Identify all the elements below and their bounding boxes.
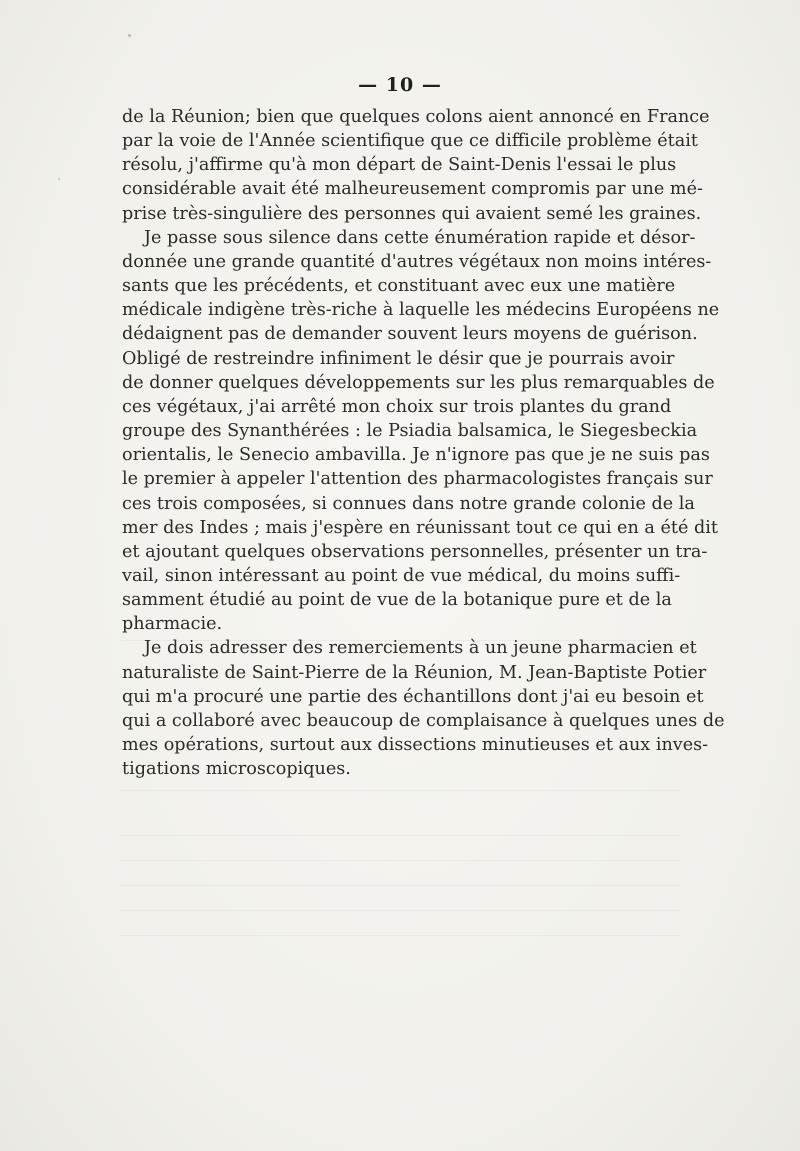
text-line: donnée une grande quantité d'autres végétaux non moins intéres- <box>122 251 712 272</box>
show-through-line <box>120 860 680 861</box>
show-through-line <box>120 910 680 911</box>
show-through-line <box>120 935 680 936</box>
text-line: considérable avait été malheureusement compromis par une mé- <box>122 179 703 200</box>
show-through-line <box>120 835 680 836</box>
show-through-line <box>120 885 680 886</box>
paragraph <box>122 636 725 781</box>
text-line: par la voie de l'Année scientifique que ce difficile problème était <box>122 131 698 152</box>
text-line: Je passe sous silence dans cette énumération rapide et désor- <box>144 227 696 248</box>
text-line: prise très-singulière des personnes qui avaient semé les graines. <box>122 203 702 224</box>
text-line: mer des Indes ; mais j'espère en réunissant tout ce qui en a été dit <box>122 517 718 538</box>
text-line: résolu, j'affirme qu'à mon départ de Saint-Denis l'essai le plus <box>122 155 677 176</box>
paper-speck <box>58 178 60 180</box>
text-line: dédaignent pas de demander souvent leurs moyens de guérison. <box>122 324 698 345</box>
text-line: groupe des Synanthérées : le Psiadia balsamica, le Siegesbeckia <box>122 421 698 442</box>
text-line: vail, sinon intéressant au point de vue médical, du moins suffi- <box>122 565 681 586</box>
paper-speck <box>128 34 131 37</box>
text-line: Je dois adresser des remerciements à un jeune pharmacien et <box>144 638 697 659</box>
show-through-line <box>120 790 680 791</box>
text-line: ces végétaux, j'ai arrêté mon choix sur trois plantes du grand <box>122 396 672 417</box>
text-line: mes opérations, surtout aux dissections minutieuses et aux inves- <box>122 735 709 756</box>
text-line: sants que les précédents, et constituant avec eux une matière <box>122 276 676 297</box>
paragraph <box>122 226 720 637</box>
body-text <box>122 105 725 781</box>
page-number: — 10 — <box>358 74 442 96</box>
text-line: pharmacie. <box>122 614 223 635</box>
text-line: médicale indigène très-riche à laquelle les médecins Européens ne <box>122 300 720 321</box>
text-line: qui a collaboré avec beaucoup de complaisance à quelques unes de <box>122 710 725 731</box>
paragraph <box>122 105 710 226</box>
text-line: de la Réunion; bien que quelques colons aient annoncé en France <box>122 107 710 127</box>
text-line: qui m'a procuré une partie des échantillons dont j'ai eu besoin et <box>122 686 704 707</box>
text-line: ces trois composées, si connues dans notre grande colonie de la <box>122 493 695 514</box>
text-line: naturaliste de Saint-Pierre de la Réunion, M. Jean-Baptiste Potier <box>122 662 707 683</box>
text-line: le premier à appeler l'attention des pharmacologistes français sur <box>122 469 713 490</box>
text-line: et ajoutant quelques observations personnelles, présenter un tra- <box>122 541 708 562</box>
text-line: tigations microscopiques. <box>122 759 351 780</box>
text-line: orientalis, le Senecio ambavilla. Je n'ignore pas que je ne suis pas <box>122 445 710 466</box>
text-line: de donner quelques développements sur les plus remarquables de <box>122 372 715 393</box>
text-line: samment étudié au point de vue de la botanique pure et de la <box>122 590 672 611</box>
text-line: Obligé de restreindre infiniment le désir que je pourrais avoir <box>122 348 675 369</box>
